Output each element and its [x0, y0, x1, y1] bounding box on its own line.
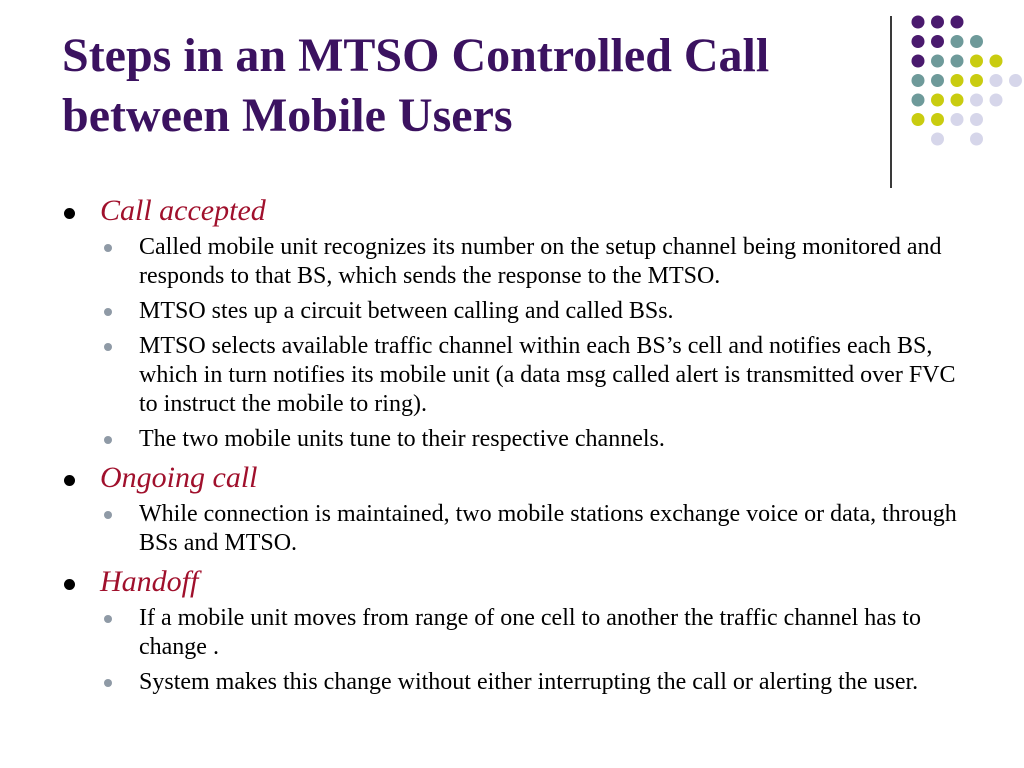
list-item-text: Called mobile unit recognizes its number on the setup channel being monitored and responds to that BS, which sends the response to the MTSO. — [139, 234, 942, 289]
slide-body — [62, 193, 972, 703]
bullet-icon — [64, 579, 75, 590]
decorative-dot — [912, 35, 925, 48]
list-item-text: MTSO selects available traffic channel within each BS’s cell and notifies each BS, which in turn notifies its mobile unit (a data msg called alert is transmitted over FVC to instruct the mobile to ring). — [139, 333, 956, 417]
sub-bullet-list — [62, 233, 972, 454]
decorative-dot — [990, 55, 1003, 68]
sub-bullet-icon — [104, 244, 112, 252]
decorative-dot — [990, 74, 1003, 87]
list-item — [62, 332, 972, 419]
decorative-dot — [951, 94, 964, 107]
section-call-accepted — [62, 193, 972, 454]
decorative-dot — [970, 55, 983, 68]
section-heading: Handoff — [100, 565, 199, 598]
slide-title-line-2: between Mobile Users — [62, 89, 513, 142]
list-item — [62, 604, 972, 662]
decorative-dot — [951, 35, 964, 48]
decorative-dot — [931, 16, 944, 29]
section-heading: Ongoing call — [100, 461, 258, 494]
sub-bullet-list — [62, 500, 972, 558]
section-ongoing-call — [62, 460, 972, 558]
decorative-dot — [931, 133, 944, 146]
list-item-text: System makes this change without either interrupting the call or alerting the user. — [139, 669, 919, 695]
decorative-dot — [951, 74, 964, 87]
decorative-dot — [990, 94, 1003, 107]
list-item — [62, 425, 972, 454]
bullet-icon — [64, 208, 75, 219]
list-item — [62, 500, 972, 558]
sub-bullet-icon — [104, 343, 112, 351]
title-divider-line — [890, 16, 892, 188]
decorative-dot — [970, 35, 983, 48]
decorative-dot — [912, 74, 925, 87]
decorative-dot — [912, 94, 925, 107]
sub-bullet-list — [62, 604, 972, 697]
slide-title-line-1: Steps in an MTSO Controlled Call — [62, 29, 770, 82]
decorative-dot — [931, 35, 944, 48]
decorative-dot — [970, 113, 983, 126]
decorative-dot — [951, 16, 964, 29]
slide-title — [62, 26, 882, 146]
decorative-dot — [951, 55, 964, 68]
decorative-dot — [951, 113, 964, 126]
bullet-icon — [64, 475, 75, 486]
decorative-dot — [931, 94, 944, 107]
decorative-dot — [912, 113, 925, 126]
decorative-dot — [931, 74, 944, 87]
sub-bullet-icon — [104, 679, 112, 687]
decorative-dot — [1009, 74, 1022, 87]
sub-bullet-icon — [104, 436, 112, 444]
decorative-dot — [970, 74, 983, 87]
decorative-dot — [970, 94, 983, 107]
section-handoff — [62, 564, 972, 697]
decorative-dot — [931, 55, 944, 68]
list-item-text: While connection is maintained, two mobile stations exchange voice or data, through BSs and MTSO. — [139, 501, 957, 556]
list-item — [62, 668, 972, 697]
sub-bullet-icon — [104, 308, 112, 316]
list-item-text: If a mobile unit moves from range of one cell to another the traffic channel has to change . — [139, 605, 921, 660]
list-item-text: The two mobile units tune to their respective channels. — [139, 426, 665, 452]
decorative-dot — [912, 16, 925, 29]
list-item — [62, 233, 972, 291]
sub-bullet-icon — [104, 615, 112, 623]
section-heading: Call accepted — [100, 194, 266, 227]
decorative-dot — [912, 55, 925, 68]
sub-bullet-icon — [104, 511, 112, 519]
list-item — [62, 297, 972, 326]
decorative-dot — [970, 133, 983, 146]
list-item-text: MTSO stes up a circuit between calling and called BSs. — [139, 298, 674, 324]
decorative-dot — [931, 113, 944, 126]
